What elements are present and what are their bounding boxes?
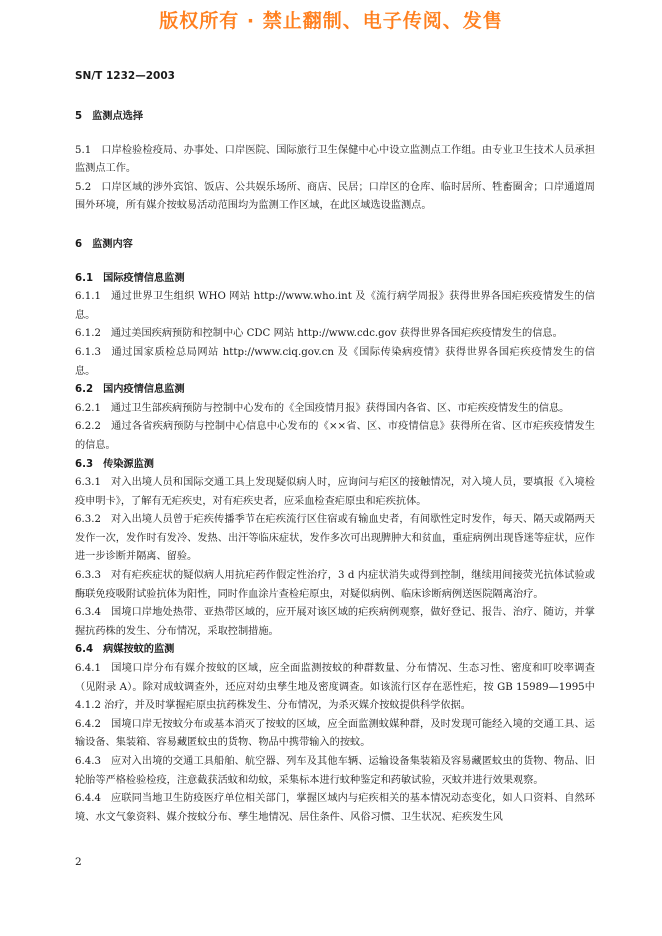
paragraph: 6.2.2 通过各省疾病预防与控制中心信息中心发布的《××省、区、市疫情信息》获得所在省、区市疟疾疫情发生的信息。 [75,421,595,451]
paragraph: 5.1 口岸检验检疫局、办事处、口岸医院、国际旅行卫生保健中心中设立监测点工作组。由专业卫生技术人员承担监测点工作。 [75,144,595,175]
paragraph: 6.3.3 对有疟疾症状的疑似病人用抗疟药作假定性治疗，3 d 内症状消失或得到控制，继续用间接荧光抗体试验或酶联免疫吸附试验抗体为阳性，同时作血涂片查检疟原虫，对疑似病例、临床诊断病例送医院隔离治疗。 [75,570,595,600]
subsection-heading: 6.4 病媒按蚊的监测 [75,644,175,656]
paragraph: 6.4.1 国境口岸分布有媒介按蚊的区域，应全面监测按蚊的种群数量、分布情况、生态习性、密度和叮咬率调查（见附录 A）。除对成蚊调查外，还应对幼虫孳生地及密度调查。如该流行区存在恶性疟，按 GB 15989—1995中 4.1.2 治疗，并及时掌握疟原虫抗药株发生、分布情况，为杀灭媒介按蚊提供科学依据。 [75,663,595,712]
paragraph: 6.2.1 通过卫生部疾病预防与控制中心发布的《全国疫情月报》获得国内各省、区、市疟疾疫情发生的信息。 [75,402,570,414]
paragraph: 5.2 口岸区域的涉外宾馆、饭店、公共娱乐场所、商店、民居；口岸区的仓库、临时居所、牲畜圈舍；口岸通道周围外环境，所有媒介按蚊易活动范围均为监测工作区域，在此区域选设监测点。 [75,181,595,212]
paragraph: 6.1.1 通过世界卫生组织 WHO 网站 http://www.who.int 及《流行病学周报》获得世界各国疟疾疫情发生的信息。 [75,291,595,321]
section-heading: 6 监测内容 [75,238,133,250]
paragraph: 6.1.2 通过美国疾病预防和控制中心 CDC 网站 http://www.cdc.gov 获得世界各国疟疾疫情发生的信息。 [75,328,563,340]
paragraph: 6.3.4 国境口岸地处热带、亚热带区域的，应开展对该区域的疟疾病例观察，做好登记、报告、治疗、随访，并掌握抗药株的发生、分布情况，采取控制措施。 [75,607,595,637]
paragraph: 6.4.2 国境口岸无按蚊分布或基本消灭了按蚊的区域，应全面监测蚊媒种群，及时发现可能经入境的交通工具、运输设备、集装箱、容易藏匿蚊虫的货物、物品中携带输入的按蚊。 [75,718,595,749]
paragraph: 6.4.3 应对入出境的交通工具船舶、航空器、列车及其他车辆、运输设备集装箱及容易藏匿蚊虫的货物、物品、旧轮胎等严格检验检疫，注意截获活蚊和幼蚊，采集标本进行蚊种鉴定和药敏试验，灭蚊并进行效果观察。 [75,756,595,786]
subsection-heading: 6.1 国际疫情信息监测 [75,272,185,284]
paragraph: 6.1.3 通过国家质检总局网站 http://www.ciq.gov.cn 及《国际传染病疫情》获得世界各国疟疾疫情发生的信息。 [75,346,595,377]
paragraph: 6.4.4 应联同当地卫生防疫医疗单位相关部门，掌握区域内与疟疾相关的基本情况动态变化，如人口资料、自然环境、水文气象资料、媒介按蚊分布、孳生地情况、居住条件、风俗习惯、卫生状况、疟疾发生风 [75,793,595,823]
page-number: 2 [75,856,82,868]
subsection-heading: 6.2 国内疫情信息监测 [75,384,185,396]
subsection-heading: 6.3 传染源监测 [75,458,154,470]
document-body [75,108,595,827]
standard-code: SN/T 1232—2003 [75,70,175,82]
paragraph: 6.3.2 对入出境人员曾于疟疾传播季节在疟疾流行区住宿或有输血史者，有间歇性定时发作，每天、隔天或隔两天发作一次，发作时有发冷、发热、出汗等临床症状，发作多次可出现脾肿大和贫血，重症病例出现昏迷等症状，应作进一步诊断并隔离、留验。 [75,514,595,563]
paragraph: 6.3.1 对入出境人员和国际交通工具上发现疑似病人时，应询问与疟区的接触情况，对入境人员，要填报《入境检疫申明卡》，了解有无疟疾史，对有疟疾史者，应采血检查疟原虫和疟疾抗体。 [75,477,595,507]
copyright-watermark: 版权所有 · 禁止翻制、电子传阅、发售 [159,10,503,32]
section-heading: 5 监测点选择 [75,111,144,122]
